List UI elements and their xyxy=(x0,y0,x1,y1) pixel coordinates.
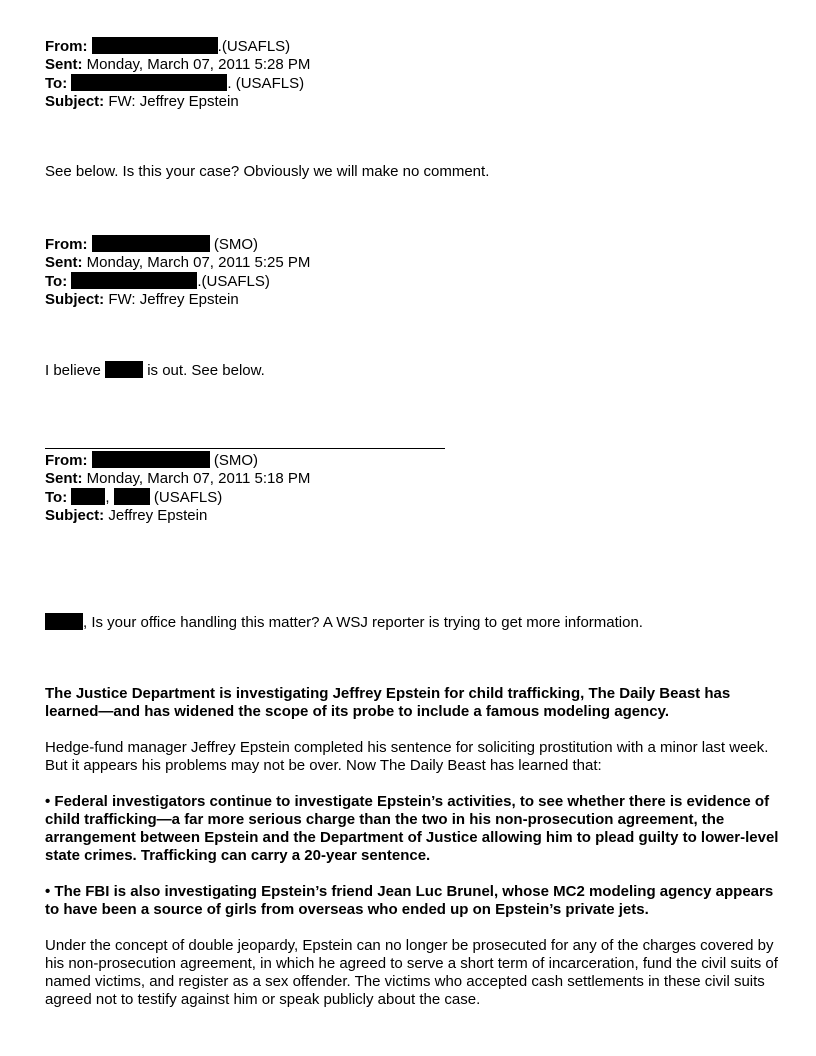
redaction xyxy=(71,488,105,505)
email3-header: From: (SMO) Sent: Monday, March 07, 2011 5:18 PM To: , (USAFLS) Subject: Jeffrey Epstein xyxy=(45,452,311,524)
email2-header xyxy=(45,235,310,309)
sent-value: Monday, March 07, 2011 5:28 PM xyxy=(82,56,311,73)
sent-value: Monday, March 07, 2011 5:18 PM xyxy=(82,470,311,487)
from-suffix: (SMO) xyxy=(209,452,258,469)
sent-label: Sent: xyxy=(45,470,83,487)
article-bullet-2: • The FBI is also investigating Epstein’s friend Jean Luc Brunel, whose MC2 modeling agency appears to have been a source of girls from overseas who ended up on Epstein’s private jets. xyxy=(45,883,774,918)
from-label: From: xyxy=(45,38,88,55)
separator-line xyxy=(45,448,445,449)
sent-value: Monday, March 07, 2011 5:25 PM xyxy=(82,254,311,271)
redaction xyxy=(45,613,83,630)
sent-label: Sent: xyxy=(45,254,83,271)
email3-body: , Is your office handling this matter? A WSJ reporter is trying to get more information. xyxy=(45,613,643,632)
from-suffix: .(USAFLS) xyxy=(217,38,291,55)
email1-header xyxy=(45,37,310,111)
to-suffix: .(USAFLS) xyxy=(197,273,270,290)
redaction xyxy=(71,74,227,91)
subject-value: Jeffrey Epstein xyxy=(104,507,208,524)
redaction xyxy=(114,488,150,505)
to-suffix: (USAFLS) xyxy=(149,489,223,506)
redaction xyxy=(92,235,210,252)
subject-value: FW: Jeffrey Epstein xyxy=(104,93,239,110)
redaction xyxy=(71,272,197,289)
from-suffix: (SMO) xyxy=(209,236,258,253)
article-paragraph-1: Hedge-fund manager Jeffrey Epstein completed his sentence for soliciting prostitution with a minor last week. But it appears his problems may not be over. Now The Daily Beast has learned that: xyxy=(45,739,769,774)
email1-body: See below. Is this your case? Obviously we will make no comment. xyxy=(45,163,490,180)
article-bullet-1: • Federal investigators continue to investigate Epstein’s activities, to see whether there is evidence of child trafficking—a far more serious charge than the two in his non-prosecution agreement, the arrangement between Epstein and the Department of Justice allowing him to plead guilty to lower-level state crimes. Trafficking can carry a 20-year sentence. xyxy=(45,793,779,864)
to-label: To: xyxy=(45,489,68,506)
to-suffix: . (USAFLS) xyxy=(227,75,305,92)
article-paragraph-2: Under the concept of double jeopardy, Epstein can no longer be prosecuted for any of the charges covered by his non-prosecution agreement, in which he agreed to serve a short term of incarceration, fund the civil suits of named victims, and register as a sex offender. The victims who accepted cash settlements in these civil suits agreed not to testify against him or speak publicly about the case. xyxy=(45,937,778,1008)
sent-label: Sent: xyxy=(45,56,83,73)
redaction xyxy=(105,361,143,378)
article-lead: The Justice Department is investigating Jeffrey Epstein for child trafficking, The Daily Beast has learned—and has widened the scope of its probe to include a famous modeling agency. xyxy=(45,685,731,720)
redaction xyxy=(92,37,218,54)
subject-label: Subject: xyxy=(45,507,105,524)
to-label: To: xyxy=(45,75,68,92)
subject-label: Subject: xyxy=(45,93,105,110)
from-label: From: xyxy=(45,236,88,253)
email2-body: I believe is out. See below. xyxy=(45,362,265,379)
redaction xyxy=(92,451,210,468)
subject-value: FW: Jeffrey Epstein xyxy=(104,291,239,308)
to-label: To: xyxy=(45,273,68,290)
from-label: From: xyxy=(45,452,88,469)
subject-label: Subject: xyxy=(45,291,105,308)
